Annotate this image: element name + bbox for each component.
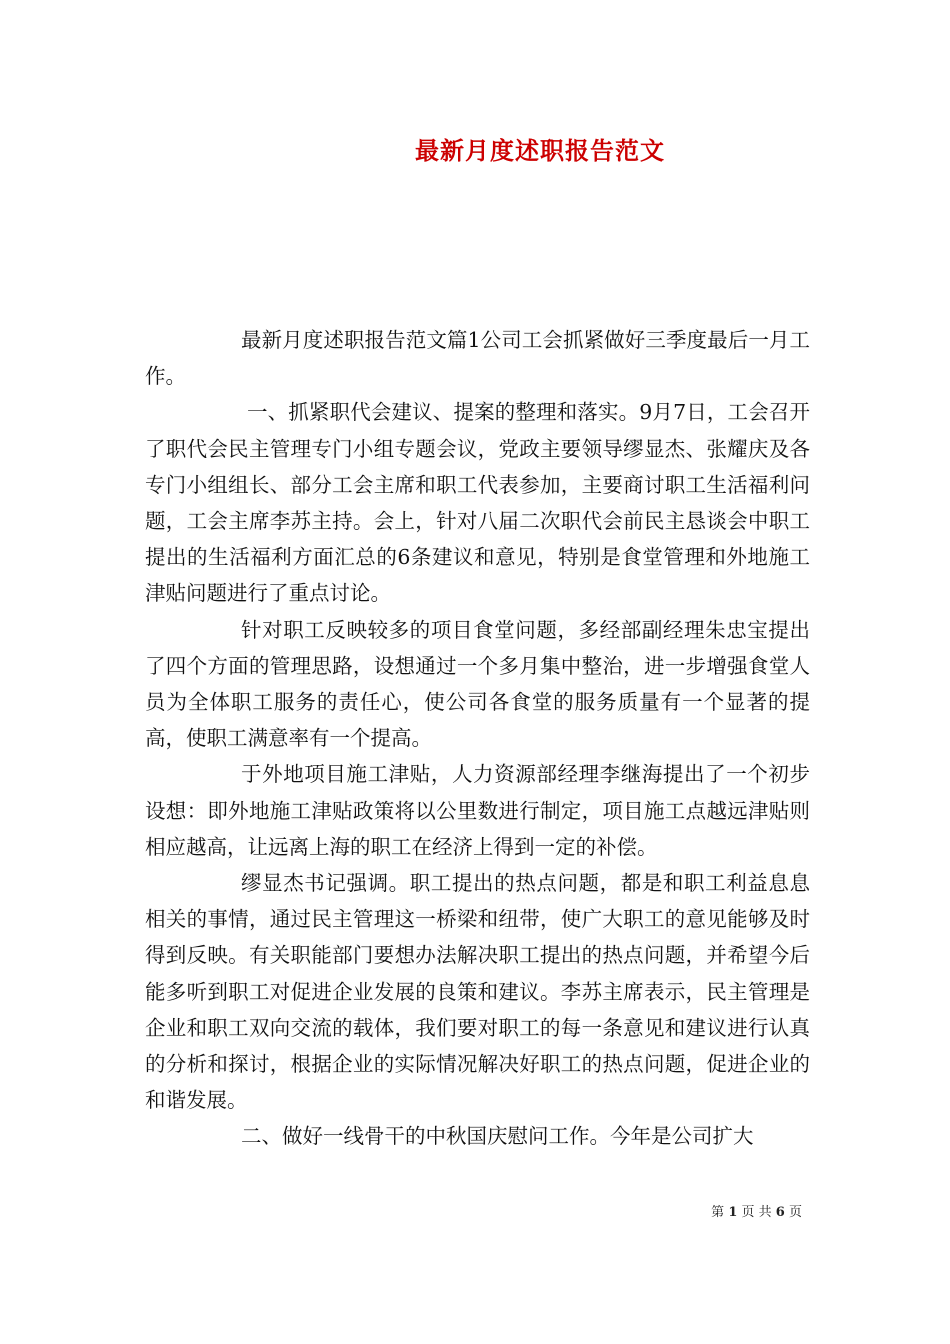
paragraph-intro: 最新月度述职报告范文篇1公司工会抓紧做好三季度最后一月工作。 xyxy=(145,328,810,389)
paragraph-canteen: 针对职工反映较多的项目食堂问题，多经部副经理朱忠宝提出了四个方面的管理思路，设想通过一个多月集中整治，进一步增强食堂人员为全体职工服务的责任心，使公司各食堂的服务质量有一个显著的提高，使职工满意率有一个提高。 xyxy=(145,617,810,751)
paragraph-allowance: 于外地项目施工津贴，人力资源部经理李继海提出了一个初步设想：即外地施工津贴政策将以公里数进行制定，项目施工点越远津贴则相应越高，让远离上海的职工在经济上得到一定的补偿。 xyxy=(145,762,810,859)
footer-total-pages: 6 xyxy=(775,1205,785,1220)
footer-middle: 页 共 xyxy=(741,1205,772,1220)
footer-page-number: 1 xyxy=(728,1205,738,1220)
paragraph-section-two: 二、做好一线骨干的中秋国庆慰问工作。今年是公司扩大 xyxy=(241,1124,754,1149)
paragraph-secretary-remarks: 缪显杰书记强调。职工提出的热点问题，都是和职工利益息息相关的事情，通过民主管理这一桥梁和纽带，使广大职工的意见能够及时得到反映。有关职能部门要想办法解决职工提出的热点问题，并希望今后能多听到职工对促进企业发展的良策和建议。李苏主席表示，民主管理是企业和职工双向交流的载体，我们要对职工的每一条意见和建议进行认真的分析和探讨，根据企业的实际情况解决好职工的热点问题，促进企业的和谐发展。 xyxy=(145,871,810,1113)
footer-prefix: 第 xyxy=(711,1205,725,1220)
page-footer xyxy=(711,1204,802,1222)
document-title: 最新月度述职报告范文 xyxy=(415,136,665,165)
document-body xyxy=(145,322,810,1155)
footer-suffix: 页 xyxy=(788,1205,802,1220)
paragraph-section-one: 一、抓紧职代会建议、提案的整理和落实。9月7日，工会召开了职代会民主管理专门小组专题会议，党政主要领导缪显杰、张耀庆及各专门小组组长、部分工会主席和职工代表参加，主要商讨职工生活福利问题，工会主席李苏主持。会上，针对八届二次职代会前民主恳谈会中职工提出的生活福利方面汇总的6条建议和意见，特别是食堂管理和外地施工津贴问题进行了重点讨论。 xyxy=(145,400,810,606)
